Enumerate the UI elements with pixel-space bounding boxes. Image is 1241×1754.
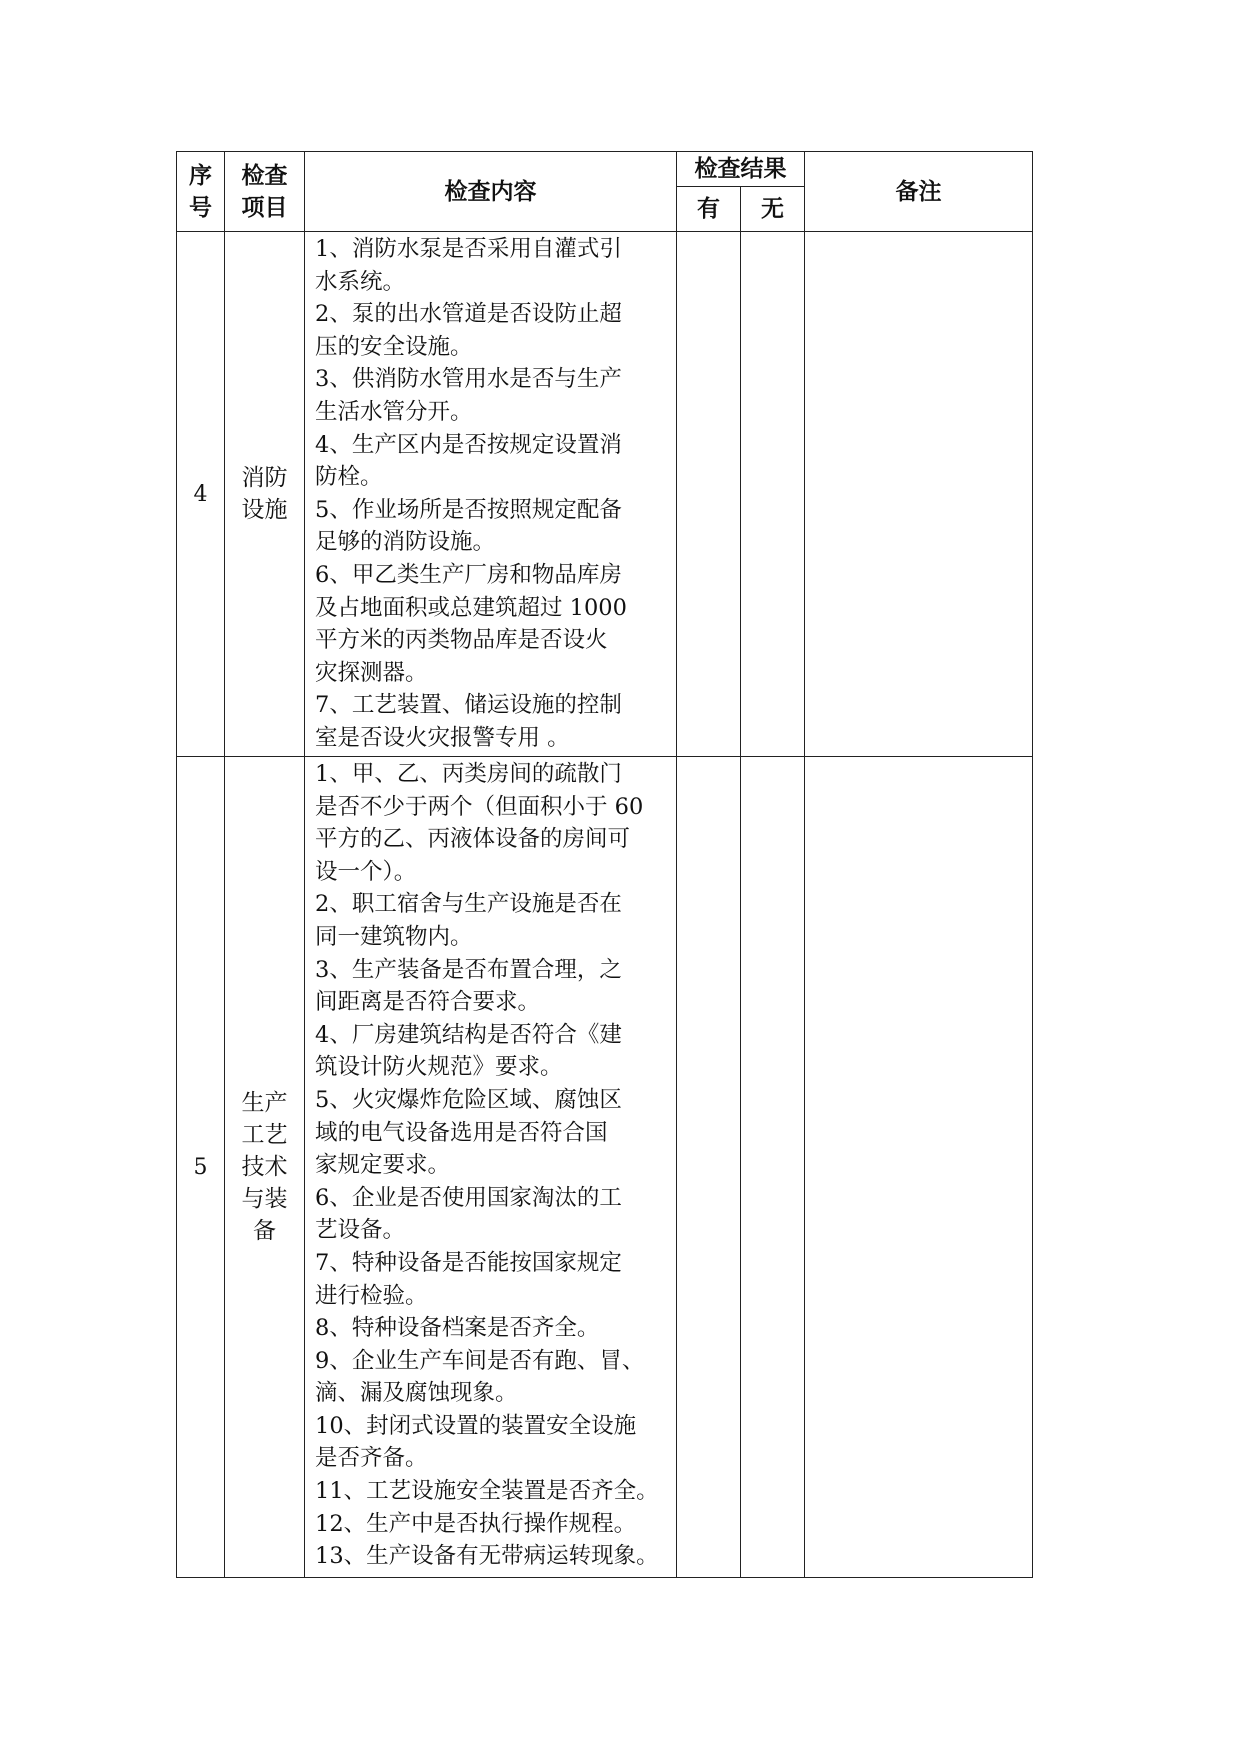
header-yes: 有 (677, 187, 741, 232)
content-line: 滴、漏及腐蚀现象。 (315, 1380, 518, 1407)
content-line: 设一个）。 (315, 858, 417, 885)
content-line: 1、消防水泵是否采用自灌式引 (315, 236, 622, 262)
content-line: 生活水管分开。 (315, 398, 473, 425)
row-item-line: 工艺 (241, 1122, 288, 1148)
content-line: 2、泵的出水管道是否设防止超 (315, 301, 622, 328)
content-line: 是否不少于两个（但面积小于 60 (315, 793, 644, 820)
row-item-line: 与装 (241, 1186, 288, 1212)
content-line: 水系统。 (315, 268, 406, 295)
header-item-line: 检查 (241, 162, 288, 189)
header-item (225, 152, 305, 232)
content-line: 进行检验。 (315, 1282, 428, 1309)
content-line: 足够的消防设施。 (315, 529, 496, 556)
content-line: 7、工艺装置、储运设施的控制 (315, 692, 622, 719)
content-line: 5、作业场所是否按照规定配备 (315, 496, 622, 523)
header-content: 检查内容 (305, 152, 677, 232)
row-remark-cell[interactable] (805, 757, 1033, 1578)
content-line: 筑设计防火规范》要求。 (315, 1054, 563, 1081)
row-content (305, 757, 677, 1578)
content-line: 3、生产装备是否布置合理，之 (315, 956, 622, 983)
row-item (225, 757, 305, 1578)
table-row (177, 757, 1033, 1578)
row-item (225, 232, 305, 757)
row-item-line: 设施 (241, 497, 288, 523)
content-line: 家规定要求。 (315, 1152, 451, 1179)
content-line: 5、火灾爆炸危险区域、腐蚀区 (315, 1086, 622, 1113)
header-seq-line: 号 (189, 194, 212, 221)
content-line: 2、职工宿舍与生产设施是否在 (315, 891, 622, 918)
row-content (305, 232, 677, 757)
content-line: 室是否设火灾报警专用 。 (315, 724, 570, 751)
content-line: 4、厂房建筑结构是否符合《建 (315, 1021, 622, 1048)
content-line: 间距离是否符合要求。 (315, 989, 541, 1016)
content-line: 艺设备。 (315, 1217, 406, 1244)
row-item-line: 消防 (241, 465, 288, 491)
row-item-line: 备 (253, 1218, 276, 1244)
content-line: 及占地面积或总建筑超过 1000 (315, 594, 627, 621)
content-line: 10、封闭式设置的装置安全设施 (315, 1412, 637, 1439)
content-line: 压的安全设施。 (315, 333, 473, 360)
header-remark: 备注 (805, 152, 1033, 232)
header-result: 检查结果 (677, 152, 805, 187)
content-line: 1、甲、乙、丙类房间的疏散门 (315, 761, 622, 787)
row-no-cell[interactable] (741, 232, 805, 757)
row-remark-cell[interactable] (805, 232, 1033, 757)
row-item-line: 技术 (241, 1154, 288, 1180)
content-line: 6、企业是否使用国家淘汰的工 (315, 1184, 622, 1211)
content-line: 平方米的丙类物品库是否设火 (315, 627, 608, 654)
content-line: 同一建筑物内。 (315, 923, 473, 950)
content-line: 4、生产区内是否按规定设置消 (315, 431, 622, 458)
content-line: 9、企业生产车间是否有跑、冒、 (315, 1347, 645, 1374)
content-line: 防栓。 (315, 464, 383, 491)
header-no: 无 (741, 187, 805, 232)
content-line: 域的电气设备选用是否符合国 (315, 1119, 608, 1146)
row-yes-cell[interactable] (677, 232, 741, 757)
content-line: 11、工艺设施安全装置是否齐全。 (315, 1478, 659, 1505)
inspection-table (176, 151, 1033, 1578)
content-line: 6、甲乙类生产厂房和物品库房 (315, 561, 622, 588)
row-seq: 5 (177, 757, 225, 1578)
content-line: 12、生产中是否执行操作规程。 (315, 1510, 637, 1537)
content-line: 是否齐备。 (315, 1445, 428, 1472)
row-yes-cell[interactable] (677, 757, 741, 1578)
row-no-cell[interactable] (741, 757, 805, 1578)
row-seq: 4 (177, 232, 225, 757)
header-seq (177, 152, 225, 232)
content-line: 3、供消防水管用水是否与生产 (315, 366, 622, 393)
content-line: 灾探测器。 (315, 659, 428, 686)
table-row (177, 232, 1033, 757)
header-item-line: 项目 (241, 194, 288, 221)
content-line: 平方的乙、丙液体设备的房间可 (315, 826, 631, 853)
content-line: 8、特种设备档案是否齐全。 (315, 1315, 600, 1342)
header-seq-line: 序 (189, 162, 212, 189)
content-line: 13、生产设备有无带病运转现象。 (315, 1543, 659, 1570)
content-line: 7、特种设备是否能按国家规定 (315, 1249, 622, 1276)
row-item-line: 生产 (241, 1090, 288, 1116)
